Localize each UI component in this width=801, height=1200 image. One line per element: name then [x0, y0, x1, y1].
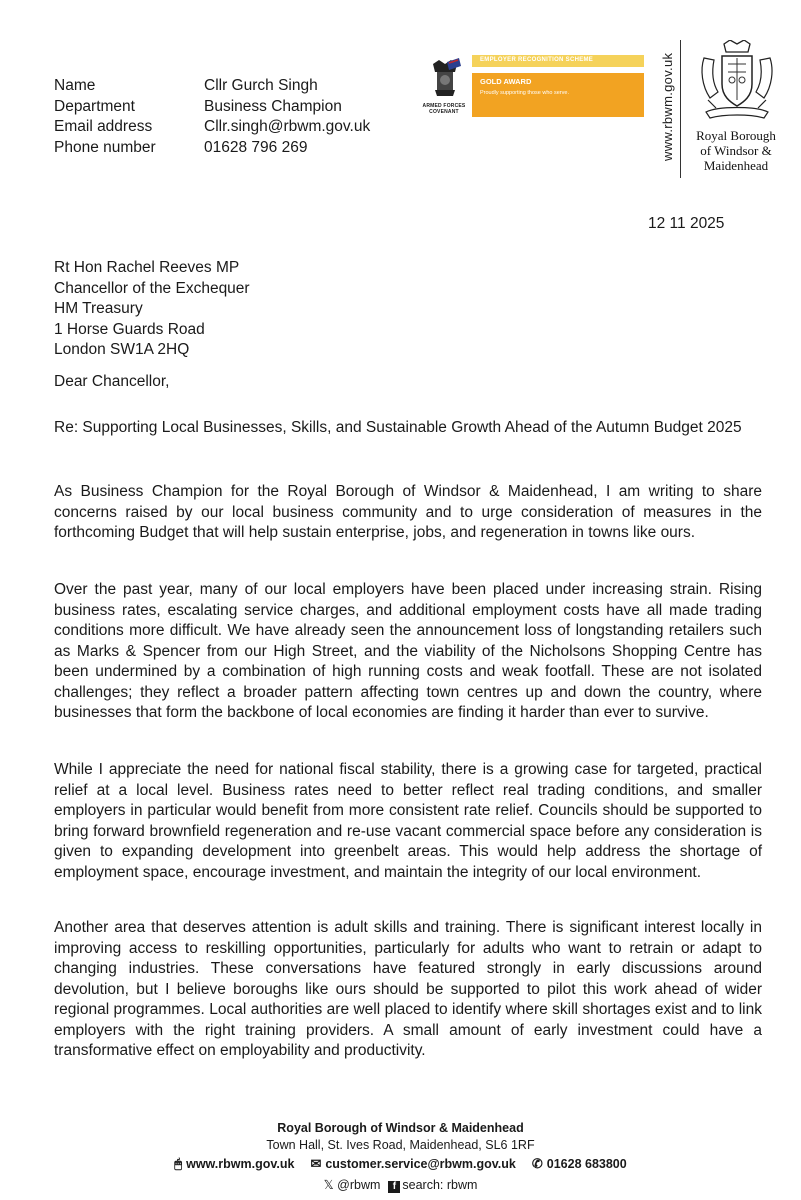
footer-org-name: Royal Borough of Windsor & Maidenhead — [277, 1121, 524, 1135]
subject-line: Re: Supporting Local Businesses, Skills, and Sustainable Growth Ahead of the Autumn Budget 2025 — [54, 419, 742, 436]
recipient-line: Rt Hon Rachel Reeves MP — [54, 259, 240, 276]
borough-name-lockup — [688, 128, 784, 173]
contact-value: Cllr.singh@rbwm.gov.uk — [204, 118, 371, 135]
footer-facebook[interactable]: search: rbwm — [402, 1178, 478, 1192]
contact-value: Business Champion — [204, 97, 342, 115]
recipient-line: HM Treasury — [54, 300, 143, 317]
facebook-icon: f — [388, 1181, 400, 1193]
footer-website[interactable]: www.rbwm.gov.uk — [186, 1157, 295, 1171]
body-paragraph: While I appreciate the need for national fiscal stability, there is a growing case for targeted, practical relief at a local level. Business rates need to better reflect real trading conditions, and smaller employers in particular would benefit from more consistent rate relief. Councils should be supported to bring forward brownfield regeneration and re-use vacant commercial space before any consideration is given to expanding development into greenbelt areas. This would help address the shortage of employment space, encourage investment, and maintain the integrity of our local environment. — [54, 761, 762, 881]
salutation: Dear Chancellor, — [54, 373, 170, 390]
covenant-crest-icon — [425, 58, 463, 98]
contact-row-phone — [54, 138, 370, 159]
recipient-line: 1 Horse Guards Road — [54, 320, 205, 338]
footer-email[interactable]: customer.service@rbwm.gov.uk — [325, 1157, 516, 1171]
award-level: GOLD AWARD — [480, 77, 532, 86]
footer-social — [0, 1177, 801, 1194]
armed-forces-covenant-logo — [420, 58, 468, 120]
recipient-line: London SW1A 2HQ — [54, 341, 190, 358]
award-tagline: Proudly supporting those who serve. — [480, 90, 569, 96]
footer-facebook-item — [388, 1177, 477, 1194]
borough-coat-of-arms-icon — [698, 40, 776, 122]
award-scheme-title: EMPLOYER RECOGNITION SCHEME — [472, 55, 644, 67]
covenant-caption: ARMED FORCES COVENANT — [422, 103, 466, 115]
letter-date: 12 11 2025 — [648, 215, 725, 232]
envelope-icon: ✉ — [310, 1156, 322, 1171]
header-divider — [680, 40, 681, 178]
body-paragraph: Over the past year, many of our local employers have been placed under increasing strain. Rising business rates, escalating service charges, and additional employment costs have all made trading conditions more difficult. We have already seen the announcement loss of longstanding retailers such as Marks & Spencer from our High Street, and the viability of the Nicholsons Shopping Centre has been undermined by a combination of high running costs and weak footfall. These are not isolated challenges; they reflect a broader pattern affecting town centres up and down the country, where businesses that form the backbone of local economies are finding it harder than ever to survive. — [54, 581, 762, 721]
contact-label: Email address — [54, 118, 153, 135]
body-paragraph: Another area that deserves attention is adult skills and training. There is significant interest locally in improving access to reskilling opportunities, particularly for adults who want to retrain or adapt to changing industries. These conversations have featured strongly in early discussions around devolution, but I believe boroughs like ours should be supported to pilot this work ahead of wider regional programmes. Local authorities are well placed to identify where skill shortages exist and to link employers with the right training providers. A small amount of early investment could have a transformative effect on employability and productivity. — [54, 919, 762, 1059]
footer-email-item — [310, 1155, 515, 1173]
footer-contact-links — [0, 1155, 801, 1173]
borough-line: Royal Borough — [696, 128, 776, 143]
contact-label: Phone number — [54, 138, 156, 156]
recipient-address — [54, 258, 250, 361]
contact-row-department — [54, 97, 370, 118]
sender-contact-block — [54, 76, 370, 158]
contact-row-email — [54, 117, 370, 138]
vertical-website-text: www.rbwm.gov.uk — [660, 52, 675, 162]
footer-phone: 01628 683800 — [546, 1157, 627, 1171]
contact-label: Name — [54, 77, 96, 94]
footer-x-handle[interactable]: @rbwm — [337, 1178, 381, 1192]
x-icon: 𝕏 — [323, 1178, 334, 1192]
phone-icon: ✆ — [531, 1156, 543, 1171]
footer-website-item — [174, 1155, 294, 1173]
mouse-icon: 🖱 — [174, 1156, 183, 1171]
body-paragraph: As Business Champion for the Royal Borough of Windsor & Maidenhead, I am writing to share concerns raised by our local business community and to urge consideration of measures in the forthcoming Budget that will help sustain enterprise, jobs, and regeneration in towns like ours. — [54, 483, 762, 541]
letter-footer — [0, 1120, 801, 1194]
contact-label: Department — [54, 97, 135, 115]
contact-value: 01628 796 269 — [204, 138, 308, 156]
borough-line: of Windsor & — [700, 143, 772, 158]
footer-address: Town Hall, St. Ives Road, Maidenhead, SL6 1RF — [266, 1138, 535, 1152]
employer-recognition-award-logo — [472, 55, 644, 117]
footer-phone-item — [532, 1155, 627, 1173]
contact-value: Cllr Gurch Singh — [204, 77, 318, 94]
footer-x-item — [324, 1177, 381, 1194]
borough-line: Maidenhead — [703, 158, 769, 173]
recipient-line: Chancellor of the Exchequer — [54, 279, 250, 297]
contact-row-name — [54, 76, 370, 97]
award-band — [472, 73, 644, 117]
